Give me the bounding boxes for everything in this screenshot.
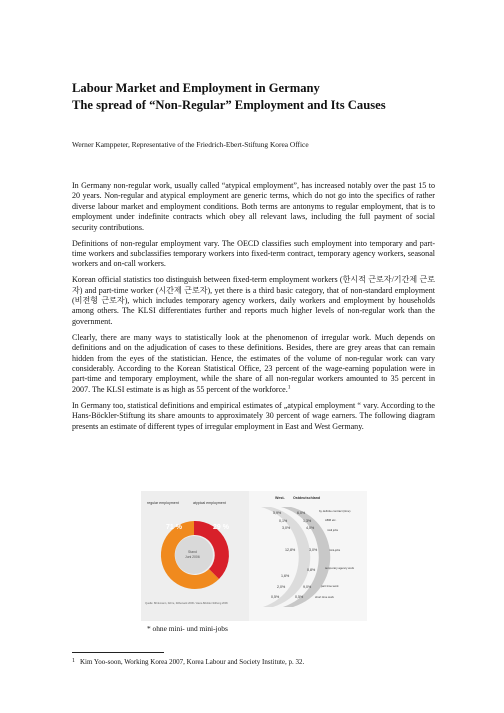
center-label-2: Juni 2006	[185, 555, 200, 559]
type-label: ABM etc.	[325, 518, 337, 522]
figure-graphic	[141, 491, 367, 621]
source-text: Quelle: Brinkmann, Dörre, Röbenack 2006 / Hans-Böckler-Stiftung 2006	[145, 602, 228, 605]
author-line: Werner Kamppeter, Representative of the Friedrich-Ebert-Stiftung Korea Office	[72, 140, 309, 149]
paragraph-4	[72, 333, 435, 395]
west-value: 1,6%	[281, 574, 290, 578]
center-label-1: Stand	[188, 550, 197, 554]
west-value: 0,5%	[271, 595, 280, 599]
east-value: 3,0%	[309, 548, 318, 552]
type-label: mini-jobs	[329, 548, 341, 552]
atypical-pct: 29 %	[213, 524, 229, 531]
paragraph-2: Definitions of non-regular employment vary. The OECD classifies such employment into temporary and part-time workers and subclassifies temporary workers into fixed-term contract, temporary agency workers, seasonal workers and on-call workers.	[72, 238, 435, 269]
east-value: 1,3%	[303, 519, 312, 523]
west-value: 3,0%	[282, 526, 291, 530]
document-title	[72, 80, 452, 114]
footnote-ref[interactable]: 1	[287, 384, 291, 391]
east-value: 0,5%	[295, 595, 304, 599]
west-value: 2,0%	[277, 585, 286, 589]
atypical-employment-label: atypical employment	[193, 501, 226, 505]
type-label: short time work	[315, 595, 334, 599]
east-label: Ostdeutschland	[293, 496, 321, 500]
title-line-1: Labour Market and Employment in Germany	[72, 81, 320, 95]
title-line-2: The spread of “Non-Regular” Employment and Its Causes	[72, 98, 386, 112]
footnote-text: Kim Yoo-soon, Working Korea 2007, Korea Labour and Society Institute, p. 32.	[80, 658, 305, 666]
paragraph-5: In Germany too, statistical definitions and empirical estimates of „atypical employment “ vary. According to the Hans-Böckler-Stiftung its share amounts to approximately 30 percent of wage earners. The following diagram presents an estimate of different types of irregular employment in East and West Germany.	[72, 400, 435, 431]
east-value: 0,8%	[307, 568, 316, 572]
regular-employment-label: regular employment	[147, 501, 179, 505]
type-label: temporary agency work	[325, 566, 355, 570]
east-value: 6,0%	[297, 511, 306, 515]
type-label: midi jobs	[327, 528, 339, 532]
west-value: 12,8%	[285, 548, 296, 552]
paragraph-4-text: Clearly, there are many ways to statistically look at the phenomenon of irregular work. Much depends on definitions and on the adjudication of cases to these definitions. Besides, there are grey areas that can remain hidden from the eyes of the statistician. Hence, the estimates of the volume of non-regular work can vary considerably. According to the Korean Statistical Office, 23 percent of the wage-earning population were in part-time and temporary employment, while the share of all non-regular workers amounted to 35 percent in 2007. The KLSI estimate is as high as 55 percent of the workforce.	[72, 332, 435, 394]
atypical-employment-figure	[141, 491, 367, 621]
footnote-divider	[72, 652, 164, 653]
west-label: West-	[275, 496, 285, 500]
east-value: 9,0%	[303, 585, 312, 589]
west-value: 5,9%	[273, 511, 282, 515]
type-label: by definite contract (time)	[319, 509, 351, 513]
paragraph-3: Korean official statistics too distinguish between fixed-term employment workers (한시적 근로자/기간제 근로자) and part-time worker (시간제 근로자), yet there is a third basic category, that of non-standard employment (비전형 근로자), which includes temporary agency workers, daily workers and employment by households among others. The KLSI differentiates further and reports much higher levels of non-regular work than the government.	[72, 275, 435, 326]
footnote-mark: 1	[72, 658, 75, 664]
figure-caption: * ohne mini- und mini-jobs	[147, 624, 228, 633]
east-value: 4,0%	[306, 526, 315, 530]
body-text	[72, 181, 435, 437]
west-value: 0,1%	[279, 519, 288, 523]
regular-pct: 71 %	[166, 524, 182, 531]
footnote	[72, 657, 452, 667]
type-label: part time work	[321, 584, 339, 588]
paragraph-1: In Germany non-regular work, usually called “atypical employment”, has increased notably over the past 15 to 20 years. Non-regular and atypical employment are generic terms, which do not go into the specifics of rather diverse labour market and employment conditions. Both terms are antonyms to regular employment, that is to employment under indefinite contracts which obey all relevant laws, including the full payment of social security contributions.	[72, 181, 435, 232]
